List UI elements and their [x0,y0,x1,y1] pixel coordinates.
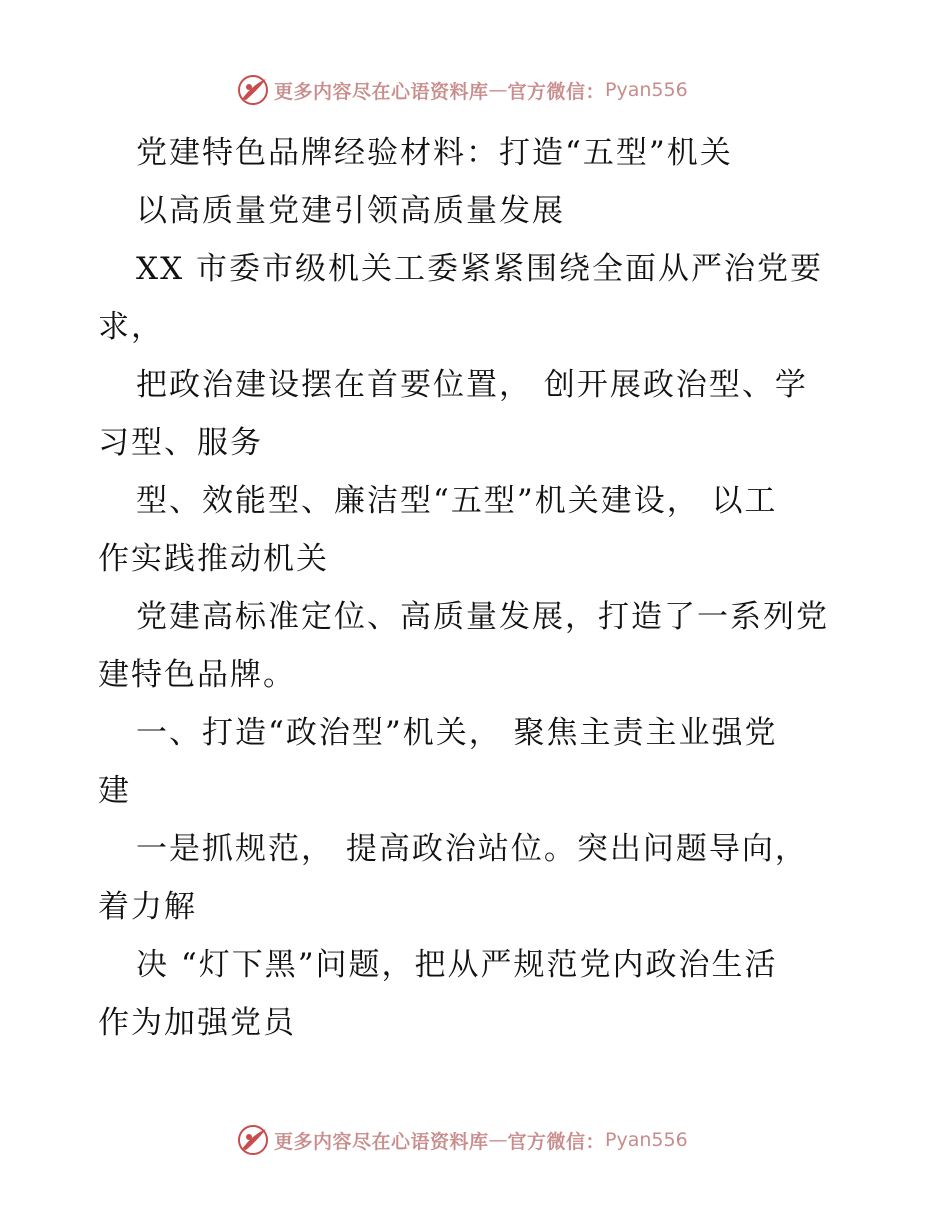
watermark-brand: 更多内容尽在心语资料库 [274,1130,489,1153]
watermark-official: 官方微信： [507,1130,606,1153]
doc-line: 党建高标准定位、高质量发展，打造了一系列党 [136,599,829,635]
watermark-official: 官方微信： [507,80,606,103]
document-body [98,124,858,1052]
doc-line: 决 “灯下黑”问题，把从严规范党内政治生活 [136,947,778,983]
pen-logo-icon [236,1123,270,1157]
doc-line: 着力解 [98,889,197,925]
doc-line: 建 [98,773,131,809]
watermark-footer [236,1122,688,1158]
watermark-dash: — [488,1129,508,1151]
doc-line: 一是抓规范， 提高政治站位。突出问题导向， [136,831,808,867]
watermark-brand: 更多内容尽在心语资料库 [274,80,489,103]
watermark-dash: — [488,79,508,101]
doc-title: 党建特色品牌经验材料：打造“五型”机关 [136,135,733,171]
doc-line: 习型、服务 [98,425,263,461]
doc-subtitle: 以高质量党建引领高质量发展 [136,193,565,229]
watermark-account: Pyan556 [605,1129,688,1151]
doc-line: 作为加强党员 [98,1005,296,1041]
pen-logo-icon [236,73,270,107]
doc-line: 求， [98,309,164,345]
watermark-header [236,72,688,108]
watermark-account: Pyan556 [605,79,688,101]
doc-line: 建特色品牌。 [98,657,296,693]
doc-line: 把政治建设摆在首要位置， 创开展政治型、学 [136,367,808,403]
doc-line: 型、效能型、廉洁型“五型”机关建设， 以工 [136,483,778,519]
doc-line: XX 市委市级机关工委紧紧围绕全面从严治党要 [136,251,823,287]
doc-line: 作实践推动机关 [98,541,329,577]
doc-section-heading: 一、打造“政治型”机关， 聚焦主责主业强党 [136,715,778,751]
